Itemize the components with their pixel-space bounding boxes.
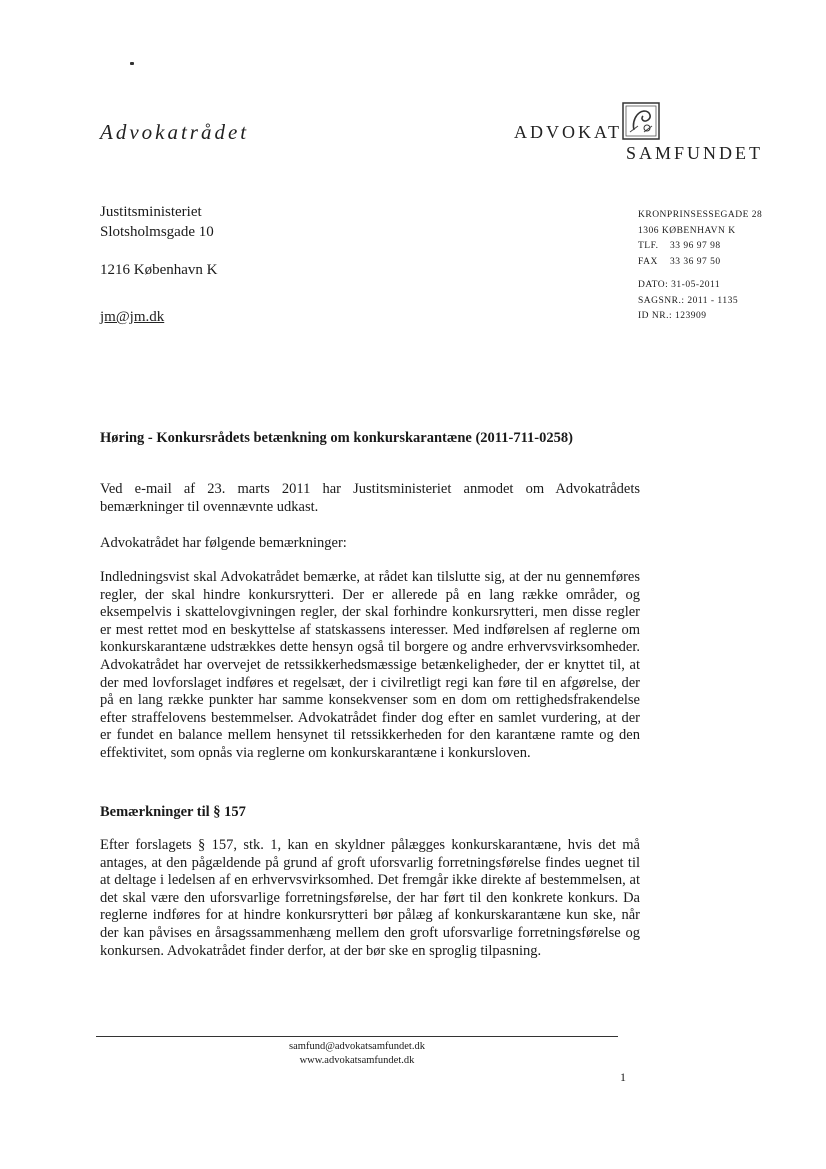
tlf-label: TLF. [638, 241, 659, 251]
advokatraadet-wordmark: Advokatrådet [100, 120, 250, 144]
paragraph-4: Efter forslagets § 157, stk. 1, kan en skyldner pålægges konkurskarantæne, hvis det må antages, at den pågældende på grund af groft uforsvarlig forretningsførelse findes uegnet til at deltage i ledelsen af en erhvervsvirksomhed. Det fremgår ikke direkte af bestemmelsen, at det skal være den uforsvarlige forretningsførelse, der har ført til den konkrete konkurs. Da reglerne indføres for at hindre konkursrytteri bør pålæg af konkurskarantæne kun ske, når der kan påvises en årsagssammenhæng mellem den groft uforsvarlige forretningsførelse og konkursen. Advokatrådet finder derfor, at der bør ske en sproglig tilpasning. [100, 837, 640, 959]
sender-city: 1306 KØBENHAVN K [638, 225, 736, 236]
letter-subject: Høring - Konkursrådets betænkning om konkurskarantæne (2011-711-0258) [100, 430, 573, 446]
advokatsamfundet-emblem-icon [622, 102, 660, 140]
id-number: ID NR.: 123909 [638, 311, 707, 321]
footer-divider [96, 1036, 618, 1037]
paragraph-3: Indledningsvist skal Advokatrådet bemærke, at rådet kan tilslutte sig, at der nu gennemføres regler, der skal hindre konkursrytteri. Der er allerede på en lang række områder, og eksempelvis i skattelovgivningen regler, der skal forhindre konkursrytteri, men disse regler er mest rettet mod en beskyttelse af statskassens interesser. Med indførelsen af reglerne om konkurskarantæne udstrækkes dette hensyn også til borgere og andre erhvervsvirksomheder. Advokatrådet har overvejet de retssikkerhedsmæssige betænkeligheder, der er knyttet til, at der med lovforslaget indføres et regelsæt, der i civilretligt regi kan føre til en afgørelse, der på en lang række punkter har samme konsekvenser som en dom om rettighedsfrakendelse efter straffelovens bestemmelser. Advokatrådet finder dog efter en samlet vurdering, at der er fundet en balance mellem hensynet til retssikkerheden for den karantæne ramte og den effektivitet, som opnås via reglerne om konkurskarantæne i konkursloven. [100, 569, 640, 761]
footer-website: www.advokatsamfundet.dk [299, 1055, 415, 1066]
advokatsamfundet-wordmark-top: ADVOKAT [514, 122, 622, 142]
advokatsamfundet-wordmark-bottom: SAMFUNDET [626, 143, 764, 163]
case-number: SAGSNR.: 2011 - 1135 [638, 295, 739, 306]
page-number: 1 [620, 1070, 626, 1084]
recipient-address [100, 202, 217, 280]
recipient-email-link[interactable]: jm@jm.dk [100, 309, 165, 325]
recipient-line-2: Slotsholmsgade 10 [100, 224, 214, 240]
scan-speck [130, 62, 134, 65]
recipient-line-3: 1216 København K [100, 262, 218, 278]
footer-contact [96, 1040, 618, 1068]
recipient-line-1: Justitsministeriet [100, 204, 202, 220]
sender-details [638, 208, 762, 325]
letter-date: DATO: 31-05-2011 [638, 280, 721, 290]
fax-label: FAX [638, 256, 658, 267]
tlf-value: 33 96 97 98 [670, 241, 721, 251]
fax-value: 33 36 97 50 [670, 256, 721, 267]
paragraph-1: Ved e-mail af 23. marts 2011 har Justitsministeriet anmodet om Advokatrådets bemærkninger til ovennævnte udkast. [100, 481, 640, 515]
paragraph-2: Advokatrådet har følgende bemærkninger: [100, 535, 347, 551]
footer-email: samfund@advokatsamfundet.dk [289, 1041, 425, 1052]
section-heading-157: Bemærkninger til § 157 [100, 804, 246, 820]
sender-street: KRONPRINSESSEGADE 28 [638, 210, 763, 220]
